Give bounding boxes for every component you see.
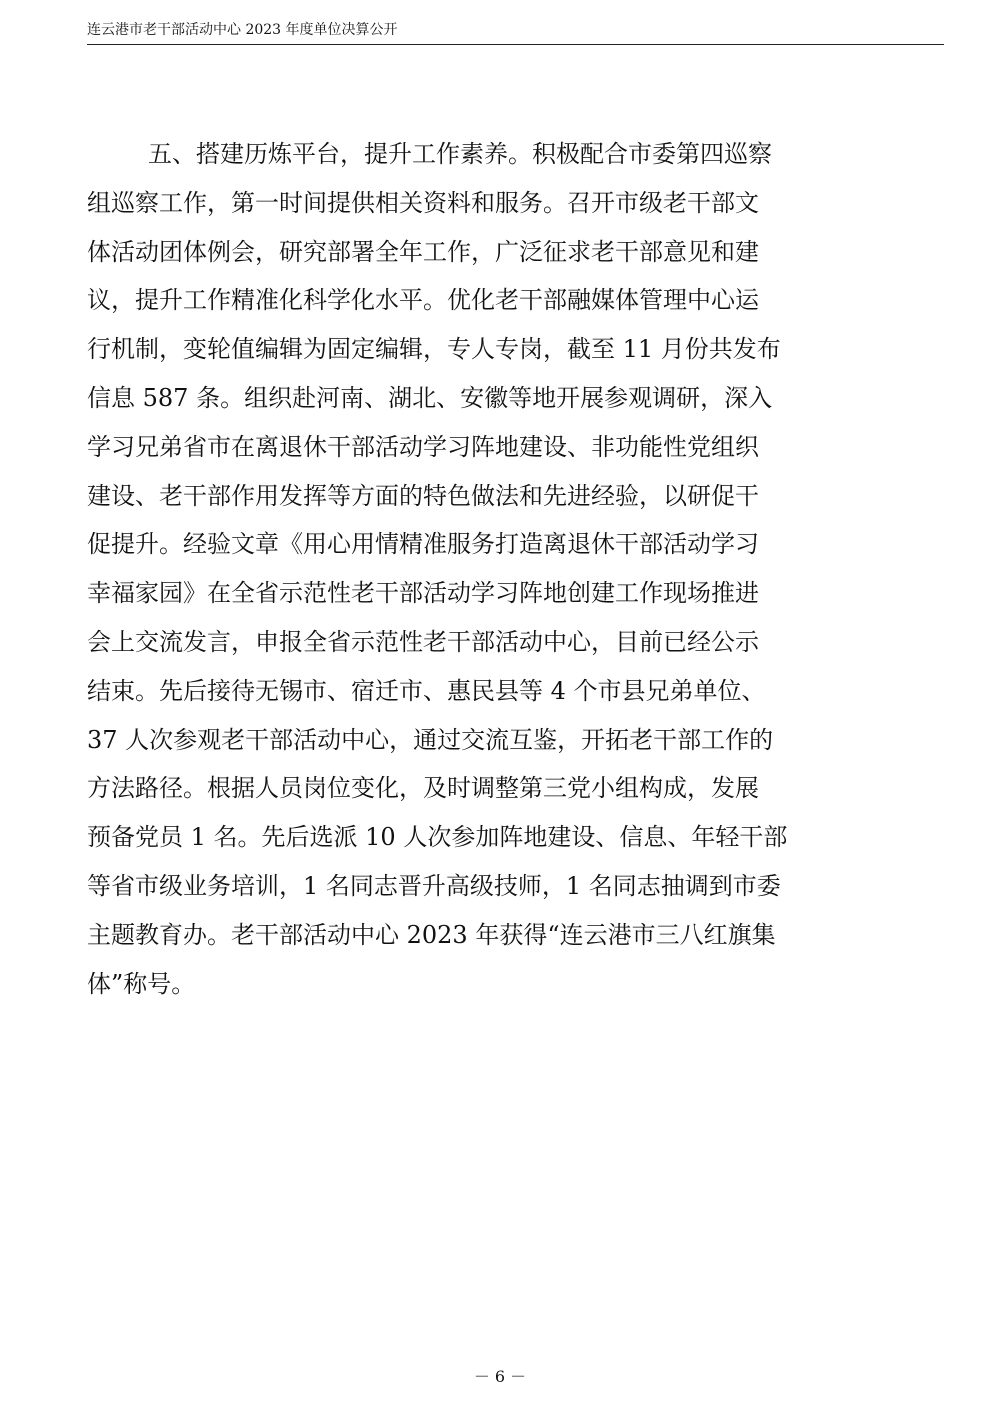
paragraph-line: 建设、老干部作用发挥等方面的特色做法和先进经验，以研促干 — [87, 481, 759, 510]
paragraph-line: 体活动团体例会，研究部署全年工作，广泛征求老干部意见和建 — [87, 237, 759, 266]
paragraph-line: 信息 587 条。组织赴河南、湖北、安徽等地开展参观调研，深入 — [87, 383, 773, 412]
paragraph-line: 等省市级业务培训，1 名同志晋升高级技师，1 名同志抽调到市委 — [87, 871, 781, 900]
header-title: 连云港市老干部活动中心 2023 年度单位决算公开 — [87, 22, 398, 38]
paragraph-line: 37 人次参观老干部活动中心，通过交流互鉴，开拓老干部工作的 — [87, 725, 774, 754]
paragraph-line: 会上交流发言，申报全省示范性老干部活动中心，目前已经公示 — [87, 627, 759, 656]
paragraph-line: 五、搭建历炼平台，提升工作素养。积极配合市委第四巡察 — [148, 140, 772, 168]
paragraph-line: 体”称号。 — [87, 969, 196, 998]
paragraph-line: 学习兄弟省市在离退休干部活动学习阵地建设、非功能性党组织 — [87, 432, 759, 461]
page-number: － 6 － — [473, 1367, 527, 1386]
body-paragraph — [87, 130, 908, 1008]
paragraph-line: 促提升。经验文章《用心用情精准服务打造离退休干部活动学习 — [87, 530, 759, 559]
paragraph-line: 幸福家园》在全省示范性老干部活动学习阵地创建工作现场推进 — [87, 579, 759, 608]
paragraph-line: 预备党员 1 名。先后选派 10 人次参加阵地建设、信息、年轻干部 — [87, 823, 788, 852]
paragraph-line: 结束。先后接待无锡市、宿迁市、惠民县等 4 个市县兄弟单位、 — [87, 676, 766, 705]
paragraph-line: 方法路径。根据人员岗位变化，及时调整第三党小组构成，发展 — [87, 774, 759, 803]
paragraph-line: 行机制，变轮值编辑为固定编辑，专人专岗，截至 11 月份共发布 — [87, 335, 781, 364]
paragraph-line: 议，提升工作精准化科学化水平。优化老干部融媒体管理中心运 — [87, 286, 759, 315]
page-header — [87, 16, 944, 45]
paragraph-line: 主题教育办。老干部活动中心 2023 年获得“连云港市三八红旗集 — [87, 920, 776, 949]
paragraph-line: 组巡察工作，第一时间提供相关资料和服务。召开市级老干部文 — [87, 188, 759, 217]
